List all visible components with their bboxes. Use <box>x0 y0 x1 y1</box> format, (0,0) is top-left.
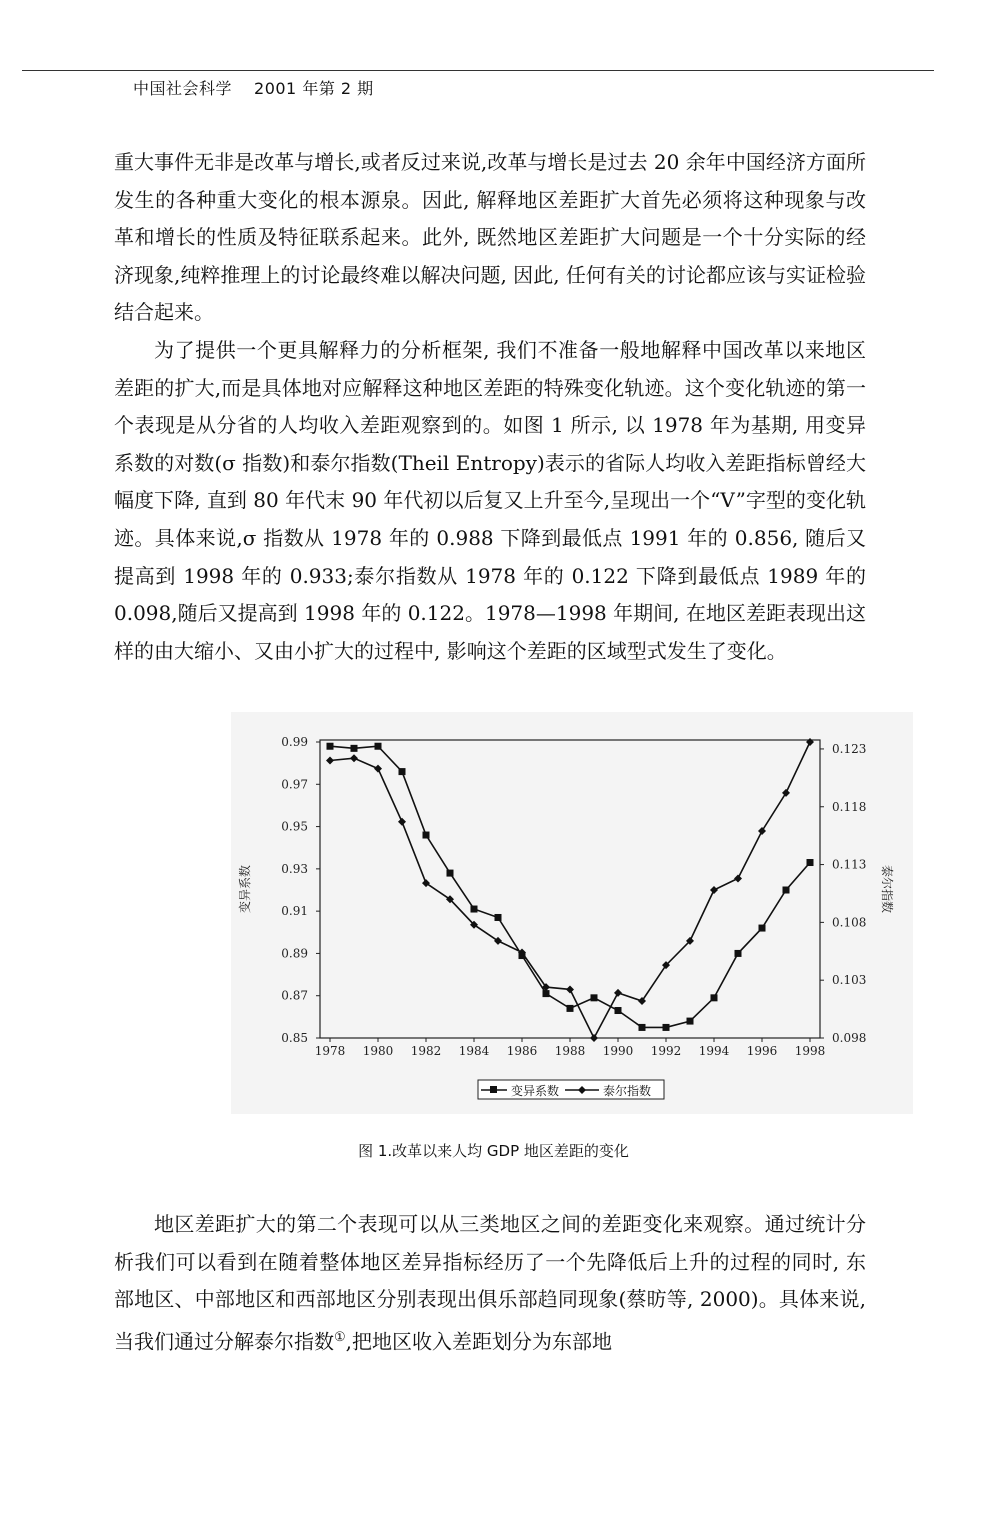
data-point-cv <box>375 743 382 750</box>
paragraph-2: 为了提供一个更具解释力的分析框架, 我们不准备一般地解释中国改革以来地区差距的扩大,而是具体地对应解释这种地区差距的特殊变化轨迹。这个变化轨迹的第一个表现是从分省的人均收入差距观察到的。如图 1 所示, 以 1978 年为基期, 用变异系数的对数(σ 指数)和泰尔指数(Theil Entropy)表示的省际人均收入差距指标曾经大幅度下降, 直到 80 年代末 90 年代初以后复又上升至今,呈现出一个“V”字型的变化轨迹。具体来说,σ 指数从 1978 年的 0.988 下降到最低点 1991 年的 0.856, 随后又提高到 1998 年的 0.933;泰尔指数从 1978 年的 0.122 下降到最低点 1989 年的 0.098,随后又提高到 1998 年的 0.122。1978—1998 年期间, 在地区差距表现出这样的由大缩小、又由小扩大的过程中, 影响这个差距的区域型式发生了变化。 <box>114 337 866 663</box>
body-text-bottom <box>114 1206 866 1361</box>
y-axis-label-left: 变异系数 <box>238 864 252 914</box>
data-point-theil <box>710 886 718 894</box>
y-tick-label-right: 0.098 <box>832 1031 867 1045</box>
data-point-cv <box>447 870 454 877</box>
data-point-theil <box>758 827 766 835</box>
data-point-cv <box>495 914 502 921</box>
y-tick-label-left: 0.85 <box>281 1031 308 1045</box>
x-tick-label: 1984 <box>458 1044 490 1058</box>
series-line-theil <box>330 742 810 1038</box>
figure-1 <box>231 712 913 1114</box>
x-tick-label: 1980 <box>362 1044 394 1058</box>
y-tick-label-right: 0.103 <box>832 973 867 988</box>
y-tick-label-right: 0.113 <box>832 857 867 872</box>
journal-name: 中国社会科学 <box>133 79 233 98</box>
series-line-cv <box>330 746 810 1027</box>
paragraph-3-text: 地区差距扩大的第二个表现可以从三类地区之间的差距变化来观察。通过统计分析我们可以看到在随着整体地区差异指标经历了一个先降低后上升的过程的同时, 东部地区、中部地区和西部地区分别表现出俱乐部趋同现象(蔡昉等, 2000)。具体来说, 当我们通过分解泰尔指数 <box>114 1212 866 1354</box>
data-point-cv <box>615 1007 622 1014</box>
data-point-cv <box>759 925 766 932</box>
x-tick-label: 1996 <box>746 1044 778 1058</box>
x-tick-label: 1992 <box>650 1044 682 1058</box>
data-point-theil <box>566 985 574 993</box>
data-point-cv <box>687 1018 694 1025</box>
x-tick-label: 1986 <box>506 1044 538 1058</box>
data-point-cv <box>423 832 430 839</box>
data-point-cv <box>663 1024 670 1031</box>
data-point-cv <box>591 994 598 1001</box>
issue-number: 2001 年第 2 期 <box>254 79 374 98</box>
footnote-marker: ① <box>334 1329 346 1345</box>
paragraph-3-end: ,把地区收入差距划分为东部地 <box>345 1329 613 1354</box>
header-rule <box>22 70 934 71</box>
legend-label-theil: 泰尔指数 <box>603 1084 652 1098</box>
data-point-cv <box>327 743 334 750</box>
x-tick-label: 1982 <box>410 1044 442 1058</box>
data-point-cv <box>639 1024 646 1031</box>
data-point-theil <box>734 874 742 882</box>
data-point-theil <box>326 757 334 765</box>
data-point-theil <box>590 1034 598 1042</box>
body-text-top <box>114 144 866 670</box>
y-tick-label-left: 0.95 <box>281 819 308 834</box>
paragraph-3 <box>114 1206 866 1361</box>
y-tick-label-left: 0.87 <box>281 988 308 1003</box>
y-tick-label-right: 0.118 <box>832 799 867 814</box>
x-tick-label: 1990 <box>602 1044 634 1058</box>
x-tick-label: 1978 <box>314 1044 346 1058</box>
chart-legend <box>478 1080 664 1099</box>
data-point-cv <box>735 950 742 957</box>
data-point-theil <box>614 989 622 997</box>
data-point-cv <box>711 994 718 1001</box>
y-axis-label-right: 泰尔指数 <box>880 864 894 914</box>
x-tick-label: 1994 <box>698 1044 730 1058</box>
data-point-cv <box>807 859 814 866</box>
data-point-cv <box>399 768 406 775</box>
gdp-disparity-chart <box>231 712 913 1114</box>
y-tick-label-left: 0.99 <box>281 735 308 749</box>
y-tick-label-left: 0.91 <box>281 904 308 919</box>
legend-label-cv: 变异系数 <box>511 1084 560 1098</box>
y-tick-label-left: 0.89 <box>281 946 308 961</box>
paragraph-1: 重大事件无非是改革与增长,或者反过来说,改革与增长是过去 20 余年中国经济方面所发生的各种重大变化的根本源泉。因此, 解释地区差距扩大首先必须将这种现象与改革和增长的性质及特征联系起来。此外, 既然地区差距扩大问题是一个十分实际的经济现象,纯粹推理上的讨论最终难以解决问题, 因此, 任何有关的讨论都应该与实证检验结合起来。 <box>114 150 866 325</box>
legend-square-marker <box>490 1086 497 1093</box>
y-tick-label-left: 0.97 <box>281 777 308 792</box>
figure-caption: 图 1.改革以来人均 GDP 地区差距的变化 <box>358 1142 629 1160</box>
running-header <box>133 76 374 99</box>
data-point-cv <box>567 1005 574 1012</box>
data-point-cv <box>783 887 790 894</box>
y-tick-label-right: 0.123 <box>832 741 867 756</box>
data-point-theil <box>398 818 406 826</box>
y-tick-label-right: 0.108 <box>832 915 867 930</box>
y-tick-label-left: 0.93 <box>281 861 308 876</box>
data-point-theil <box>806 738 814 746</box>
data-point-cv <box>543 990 550 997</box>
data-point-cv <box>471 906 478 913</box>
x-tick-label: 1988 <box>554 1044 586 1058</box>
data-point-cv <box>351 745 358 752</box>
x-tick-label: 1998 <box>794 1044 826 1058</box>
data-point-theil <box>350 754 358 762</box>
data-point-theil <box>374 765 382 773</box>
data-point-theil <box>782 789 790 797</box>
